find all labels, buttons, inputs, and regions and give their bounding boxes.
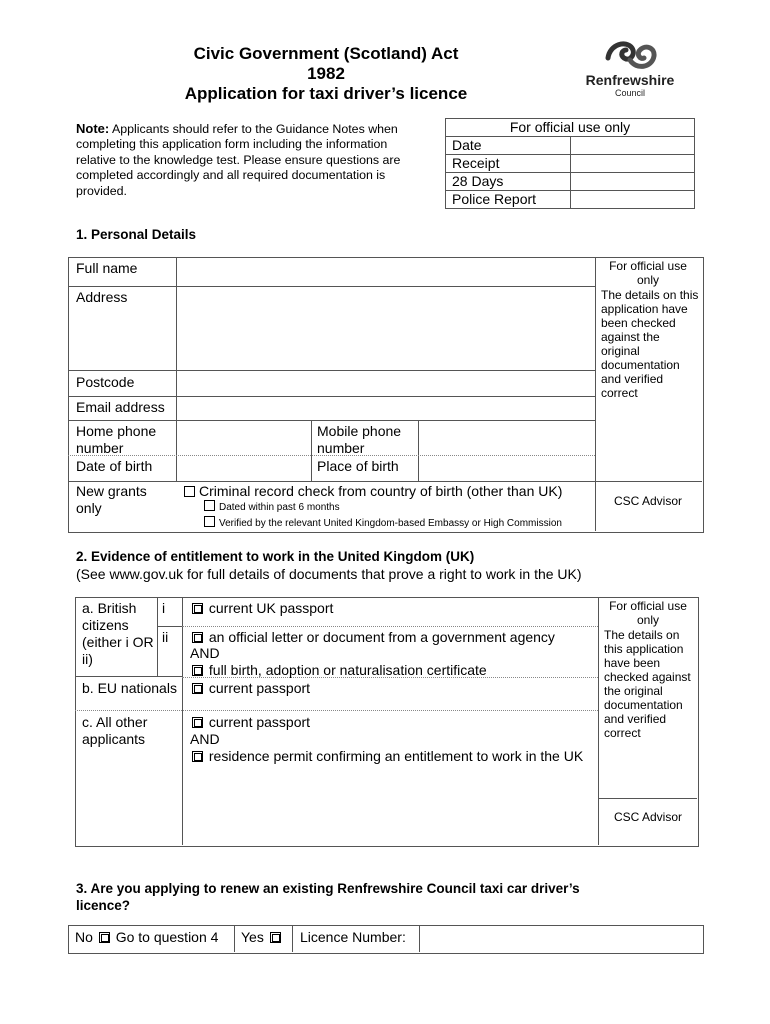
eu-passport-row[interactable]: [190, 680, 310, 697]
criminal-check-checkbox[interactable]: [184, 486, 195, 497]
other-passport-row[interactable]: [190, 714, 310, 731]
uk-passport-row[interactable]: [190, 600, 333, 617]
renew-no-row[interactable]: [75, 929, 218, 946]
official-receipt-field[interactable]: [571, 155, 695, 173]
s1-official-text: The details on this application have been checked against the original documentation and verified correct: [601, 288, 699, 400]
birth-cert-label: full birth, adoption or naturalisation certificate: [208, 662, 487, 678]
note-text: Applicants should refer to the Guidance Notes when completing this application form including the information relative to the knowledge test. Please ensure questions are completed accordingly and all required documentation is provided.: [76, 122, 401, 198]
s1-official-heading: For official use only: [609, 259, 687, 287]
address-label: Address: [76, 289, 128, 305]
renew-yes-checkbox[interactable]: [270, 932, 281, 943]
and-label-1: AND: [190, 645, 220, 661]
official-date-label: Date: [446, 137, 571, 155]
full-name-label: Full name: [76, 260, 138, 276]
form-subtitle: Application for taxi driver’s licence: [184, 84, 468, 103]
form-title: Civic Government (Scotland) Act 1982: [193, 44, 459, 83]
renew-no-label: No: [75, 929, 93, 945]
home-phone-field[interactable]: [178, 421, 310, 454]
renew-yes-row[interactable]: [241, 929, 283, 946]
option-ii-label: ii: [162, 629, 169, 645]
uk-passport-checkbox[interactable]: [192, 603, 203, 614]
dated-within-row[interactable]: [204, 500, 340, 513]
postcode-label: Postcode: [76, 374, 135, 390]
full-name-field[interactable]: [178, 258, 594, 285]
official-use-heading: For official use only: [446, 119, 695, 137]
verified-by-row[interactable]: [204, 516, 562, 529]
s1-csc-advisor: CSC Advisor: [613, 494, 683, 508]
official-date-field[interactable]: [571, 137, 695, 155]
official-use-table: [445, 118, 695, 209]
official-letter-row[interactable]: [190, 629, 555, 646]
birth-cert-row[interactable]: [190, 662, 487, 679]
pob-label: Place of birth: [317, 458, 399, 474]
logo-sub: Council: [614, 88, 645, 98]
mobile-phone-label: Mobile phone number: [317, 423, 402, 456]
criminal-check-label: Criminal record check from country of birth (other than UK): [199, 483, 563, 499]
home-phone-label: Home phone number: [76, 423, 157, 456]
official-letter-label: an official letter or document from a government agency: [208, 629, 555, 645]
section2-subtitle: (See www.gov.uk for full details of documents that prove a right to work in the UK): [76, 566, 582, 582]
postcode-field[interactable]: [178, 371, 594, 395]
licence-number-label: Licence Number:: [300, 929, 406, 945]
note-label: Note:: [76, 121, 110, 136]
email-label: Email address: [76, 399, 165, 415]
other-passport-checkbox[interactable]: [192, 717, 203, 728]
verified-by-checkbox[interactable]: [204, 516, 215, 527]
s2-csc-advisor: CSC Advisor: [613, 810, 683, 824]
s2-official-heading: For official use only: [609, 599, 687, 627]
pob-field[interactable]: [420, 457, 594, 480]
renew-yes-label: Yes: [241, 929, 264, 945]
option-i-label: i: [162, 600, 166, 616]
dated-within-checkbox[interactable]: [204, 500, 215, 511]
verified-by-label: Verified by the relevant United Kingdom-based Embassy or High Commission: [219, 518, 562, 529]
renew-no-checkbox[interactable]: [99, 932, 110, 943]
residence-permit-checkbox[interactable]: [192, 751, 203, 762]
official-28days-label: 28 Days: [446, 173, 571, 191]
residence-permit-label: residence permit confirming an entitlement to work in the UK: [208, 748, 584, 764]
dob-field[interactable]: [178, 457, 310, 480]
email-field[interactable]: [178, 397, 594, 419]
official-28days-field[interactable]: [571, 173, 695, 191]
official-receipt-label: Receipt: [446, 155, 571, 173]
eu-passport-label: current passport: [208, 680, 311, 696]
council-logo: [570, 38, 690, 102]
birth-cert-checkbox[interactable]: [192, 665, 203, 676]
mobile-phone-field[interactable]: [420, 421, 594, 454]
official-police-field[interactable]: [571, 191, 695, 209]
logo-name: Renfrewshire: [585, 72, 675, 88]
s2-official-text: The details on this application have been checked against the original documentation and verified correct: [604, 628, 691, 740]
other-passport-label: current passport: [208, 714, 311, 730]
residence-permit-row[interactable]: [190, 748, 583, 765]
council-logo-icon: [570, 38, 690, 72]
criminal-check-row[interactable]: [184, 483, 594, 500]
note-block: [76, 121, 430, 199]
eu-passport-checkbox[interactable]: [192, 683, 203, 694]
licence-number-field[interactable]: [421, 926, 701, 951]
british-citizens-label: a. British citizens (either i OR ii): [82, 600, 154, 667]
section1-title: 1. Personal Details: [76, 227, 197, 242]
uk-passport-label: current UK passport: [208, 600, 334, 616]
official-police-label: Police Report: [446, 191, 571, 209]
section2-title: 2. Evidence of entitlement to work in the United Kingdom (UK): [76, 549, 475, 564]
go-to-question-label: Go to question 4: [115, 929, 219, 945]
address-field[interactable]: [178, 287, 594, 369]
dob-label: Date of birth: [76, 458, 153, 474]
section3-title: 3. Are you applying to renew an existing Renfrewshire Council taxi car driver’s licence?: [76, 881, 580, 913]
dated-within-label: Dated within past 6 months: [219, 502, 340, 513]
new-grants-label: New grants only: [76, 483, 147, 516]
other-applicants-label: c. All other applicants: [82, 714, 148, 747]
eu-nationals-label: b. EU nationals: [82, 680, 177, 696]
and-label-2: AND: [190, 731, 220, 747]
official-letter-checkbox[interactable]: [192, 632, 203, 643]
